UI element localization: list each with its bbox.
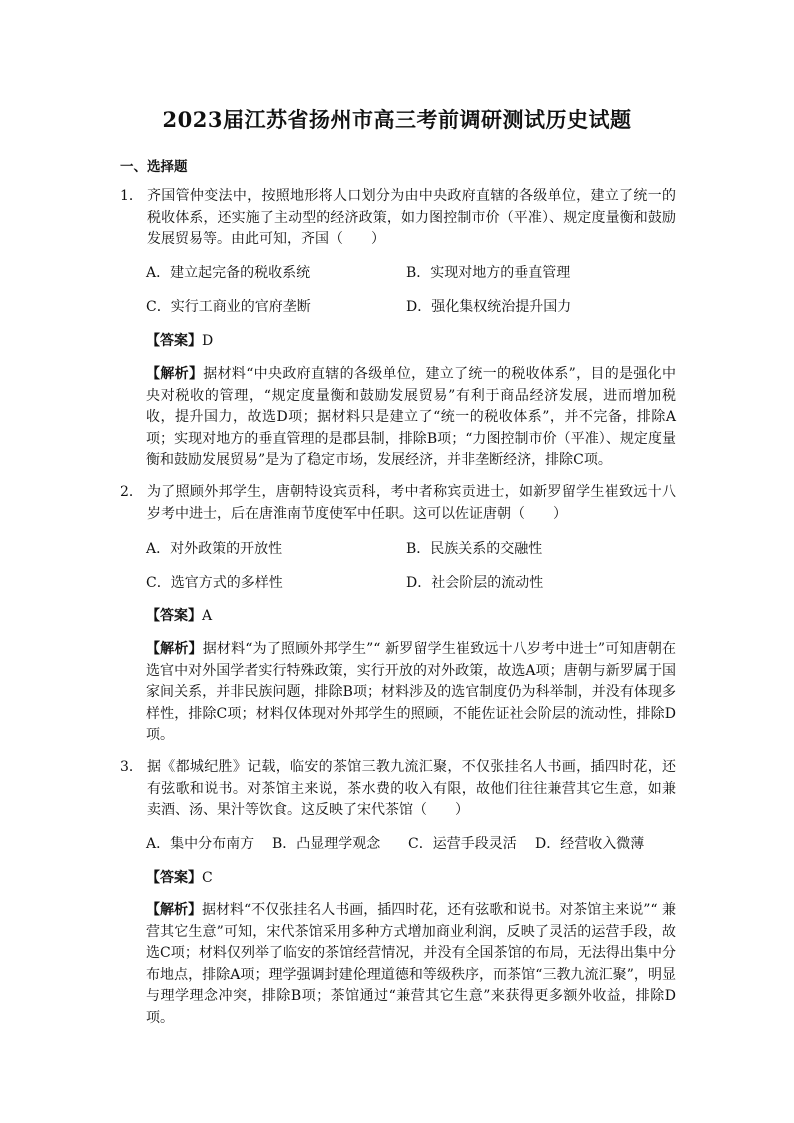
option-b: B．民族关系的交融性 xyxy=(406,541,543,557)
option-a: A．建立起完备的税收系统 xyxy=(146,265,311,281)
option-d: D．社会阶层的流动性 xyxy=(406,575,544,591)
page-title: 2023届江苏省扬州市高三考前调研测试历史试题 xyxy=(162,107,632,132)
question-2 xyxy=(120,482,676,525)
answer-value: C xyxy=(202,870,213,886)
analysis-text: 据材料“不仅张挂名人书画，插四时花，还有弦歌和说书。对茶馆主来说”“ 兼营其它生意”可知，宋代茶馆采用多种方式增加商业利润，反映了灵活的运营手段，故选C项；材料仅列举了临安的茶馆经营情况，并没有全国茶馆的布局，无法得出集中分布地点，排除A项；理学强调封建伦理道德和等级秩序，而茶馆“三教九流汇聚”，明显与理学理念冲突，排除B项；茶馆通过“兼营其它生意”来获得更多额外收益，排除D项。 xyxy=(146,902,677,1026)
answer-label: 【答案】 xyxy=(146,608,202,624)
analysis xyxy=(146,364,676,472)
option-d: D．强化集权统治提升国力 xyxy=(406,299,572,315)
answer-value: D xyxy=(202,333,214,349)
question-stem: 据《都城纪胜》记载，临安的茶馆三教九流汇聚，不仅张挂名人书画，插四时花，还有弦歌和说书。对茶馆主来说，茶水费的收入有限，故他们往往兼营其它生意，如兼卖酒、汤、果汁等饮食。这反映了宋代茶馆（ ） xyxy=(147,759,676,818)
option-d: D．经营收入微薄 xyxy=(535,836,645,852)
analysis-text: 据材料“为了照顾外邦学生”“ 新罗留学生崔致远十八岁考中进士”可知唐朝在选官中对外国学者实行特殊政策，实行开放的对外政策，故选A项；唐朝与新罗属于国家间关系，并非民族问题，排除B项；材料涉及的选官制度仍为科举制，并没有体现多样性，排除C项；材料仅体现对外邦学生的照顾，不能佐证社会阶层的流动性，排除D项。 xyxy=(146,641,677,743)
answer-label: 【答案】 xyxy=(146,333,202,349)
question-stem: 齐国管仲变法中，按照地形将人口划分为由中央政府直辖的各级单位，建立了统一的税收体系，还实施了主动型的经济政策，如力图控制市价（平准）、规定度量衡和鼓励发展贸易等。由此可知，齐国（ ） xyxy=(147,188,676,247)
question-1 xyxy=(120,186,676,251)
question-3 xyxy=(120,757,676,822)
option-a: A．集中分布南方 xyxy=(146,836,255,852)
analysis-label: 【解析】 xyxy=(146,366,204,382)
option-c: C．实行工商业的官府垄断 xyxy=(146,299,311,315)
option-b: B．实现对地方的垂直管理 xyxy=(406,265,571,281)
option-b: B．凸显理学观念 xyxy=(272,836,381,852)
option-c: C．运营手段灵活 xyxy=(408,836,517,852)
section-heading: 一、选择题 xyxy=(120,159,188,175)
analysis xyxy=(146,639,676,747)
question-stem: 为了照顾外邦学生，唐朝特设宾贡科，考中者称宾贡进士，如新罗留学生崔致远十八岁考中进士，后在唐淮南节度使军中任职。这可以佐证唐朝（ ） xyxy=(147,484,676,522)
analysis-label: 【解析】 xyxy=(146,641,203,657)
answer xyxy=(146,330,213,350)
option-a: A．对外政策的开放性 xyxy=(146,541,283,557)
answer xyxy=(146,605,212,625)
analysis xyxy=(146,900,676,1029)
answer xyxy=(146,867,213,887)
answer-label: 【答案】 xyxy=(146,870,202,886)
option-c: C．选官方式的多样性 xyxy=(146,575,283,591)
answer-value: A xyxy=(202,608,213,624)
question-number: 3． xyxy=(120,759,143,775)
question-number: 1． xyxy=(120,188,143,204)
analysis-label: 【解析】 xyxy=(146,902,203,918)
question-number: 2． xyxy=(120,484,143,500)
analysis-text: 据材料“中央政府直辖的各级单位，建立了统一的税收体系”，目的是强化中央对税收的管理，“规定度量衡和鼓励发展贸易”有利于商品经济发展，进而增加税收，提升国力，故选D项；据材料只是建立了“统一的税收体系”，并不完备，排除A项；实现对地方的垂直管理的是郡县制，排除B项；“力图控制市价（平准）、规定度量衡和鼓励发展贸易”是为了稳定市场，发展经济，并非垄断经济，排除C项。 xyxy=(146,366,677,468)
